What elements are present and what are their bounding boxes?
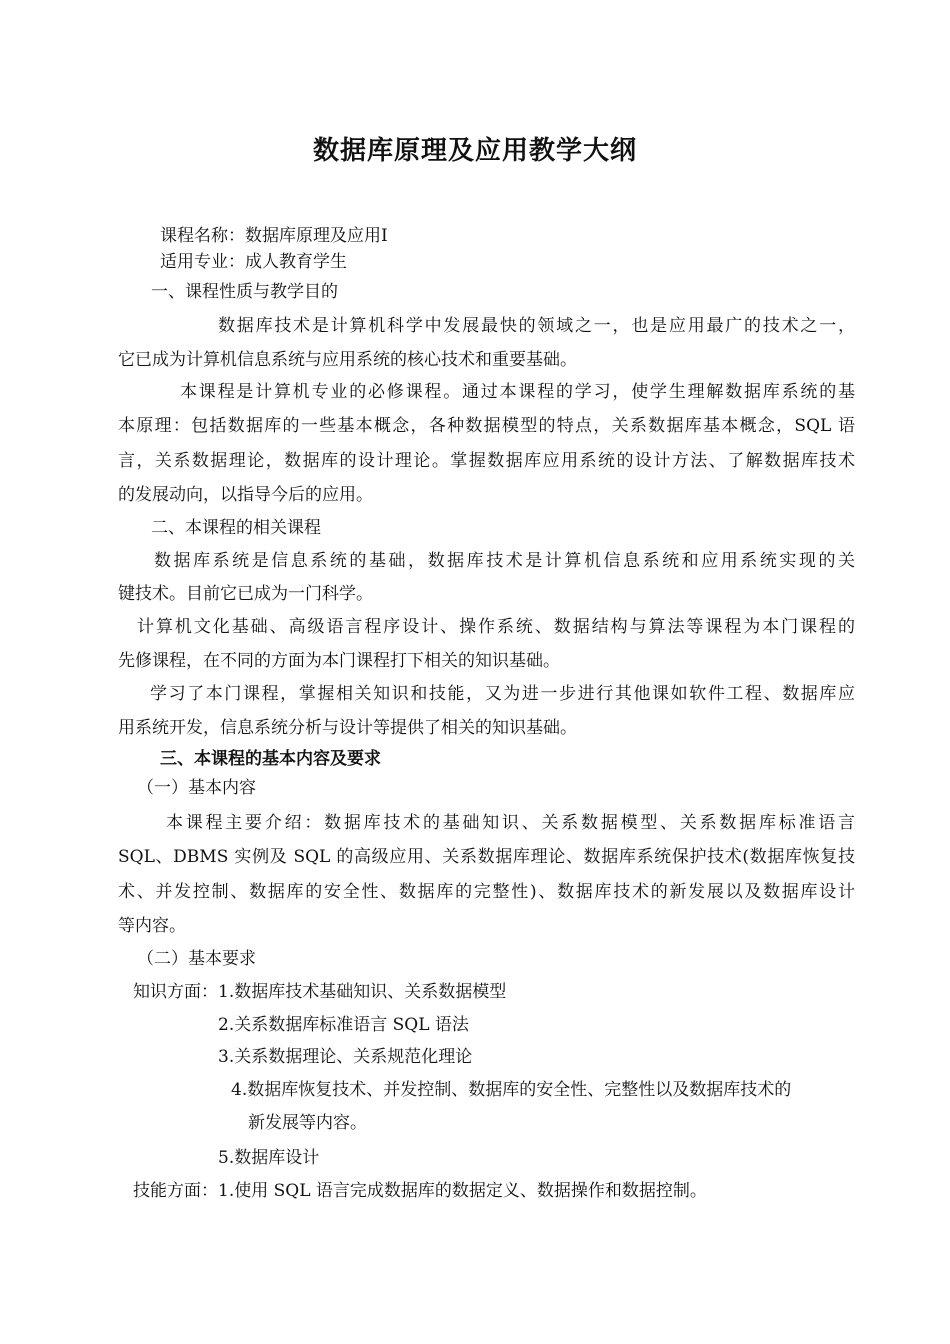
section2-paragraph2-line: 计算机文化基础、高级语言程序设计、操作系统、数据结构与算法等课程为本门课程的 — [137, 617, 855, 637]
section2-paragraph2-line: 先修课程，在不同的方面为本门课程打下相关的知识基础。 — [118, 651, 560, 671]
knowledge-item: 3.关系数据理论、关系规范化理论 — [218, 1047, 473, 1067]
knowledge-item: 新发展等内容。 — [248, 1113, 367, 1133]
section3-sub1-paragraph-line: 本课程主要介绍：数据库技术的基础知识、关系数据模型、关系数据库标准语言 — [166, 813, 855, 833]
course-name: 课程名称：数据库原理及应用Ⅰ — [160, 226, 388, 246]
knowledge-item: 5.数据库设计 — [218, 1148, 320, 1168]
section1-paragraph1-line: 它已成为计算机信息系统与应用系统的核心技术和重要基础。 — [118, 350, 577, 370]
section2-paragraph3-line: 用系统开发，信息系统分析与设计等提供了相关的知识基础。 — [118, 718, 577, 738]
section1-paragraph2-line: 言，关系数据理论，数据库的设计理论。掌握数据库应用系统的设计方法、了解数据库技术 — [118, 451, 855, 471]
section1-paragraph2-line: 本原理：包括数据库的一些基本概念，各种数据模型的特点，关系数据库基本概念，SQL 语 — [118, 416, 855, 436]
knowledge-item: 知识方面：1.数据库技术基础知识、关系数据模型 — [133, 982, 507, 1002]
knowledge-item: 2.关系数据库标准语言 SQL 语法 — [218, 1015, 469, 1035]
section1-paragraph1-line: 数据库技术是计算机科学中发展最快的领域之一，也是应用最广的技术之一， — [218, 316, 855, 336]
skill-item: 技能方面：1.使用 SQL 语言完成数据库的数据定义、数据操作和数据控制。 — [133, 1181, 707, 1201]
section3-sub1-paragraph-line: SQL、DBMS 实例及 SQL 的高级应用、关系数据库理论、数据库系统保护技术(数据库恢复技 — [118, 847, 855, 867]
section2-paragraph1-line: 数据库系统是信息系统的基础，数据库技术是计算机信息系统和应用系统实现的关 — [154, 551, 855, 571]
document-title: 数据库原理及应用教学大纲 — [312, 136, 637, 166]
knowledge-item: 4.数据库恢复技术、并发控制、数据库的安全性、完整性以及数据库技术的 — [231, 1080, 792, 1100]
section1-paragraph2-line: 的发展动向，以指导今后的应用。 — [118, 485, 373, 505]
section3-sub1-paragraph-line: 等内容。 — [118, 916, 186, 936]
section3-sub1-heading: （一）基本内容 — [137, 778, 256, 798]
section3-sub2-heading: （二）基本要求 — [137, 949, 256, 969]
section2-paragraph3-line: 学习了本门课程，掌握相关知识和技能，又为进一步进行其他课如软件工程、数据库应 — [150, 684, 855, 704]
section1-paragraph2-line: 本课程是计算机专业的必修课程。通过本课程的学习，使学生理解数据库系统的基 — [180, 382, 855, 402]
section1-heading: 一、课程性质与教学目的 — [151, 282, 338, 302]
section2-heading: 二、本课程的相关课程 — [151, 518, 321, 538]
applicable-major: 适用专业：成人教育学生 — [160, 252, 347, 272]
section3-heading: 三、本课程的基本内容及要求 — [160, 749, 381, 769]
section3-sub1-paragraph-line: 术、并发控制、数据库的安全性、数据库的完整性)、数据库技术的新发展以及数据库设计 — [118, 882, 855, 902]
section2-paragraph1-line: 键技术。目前它已成为一门科学。 — [118, 584, 373, 604]
